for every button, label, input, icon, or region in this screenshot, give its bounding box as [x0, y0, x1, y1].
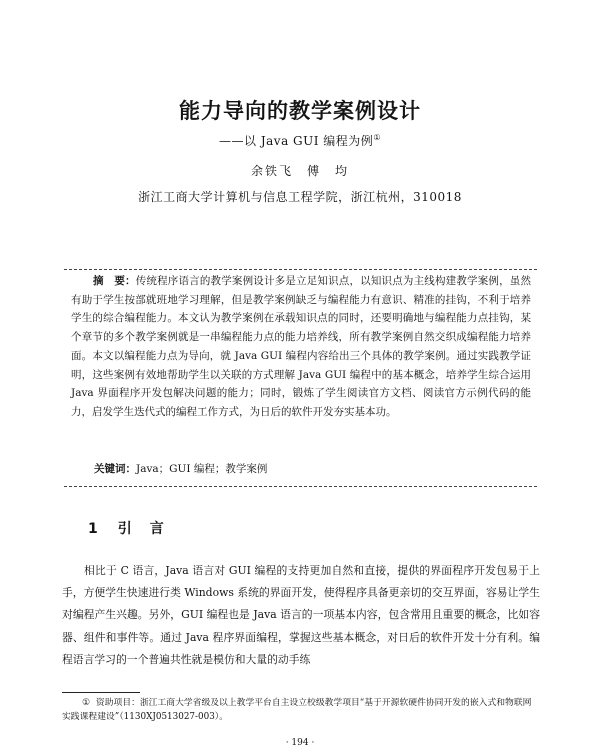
paper-authors: 余铁飞 傅 均 — [250, 164, 349, 178]
keywords-text: Java；GUI 编程；教学案例 — [136, 463, 268, 475]
abstract — [71, 272, 531, 422]
page-number: · 194 · — [285, 738, 315, 748]
section-paragraph: 相比于 C 语言，Java 语言对 GUI 编程的支持更加自然和直接，提供的界面程序开发包易于上手，方便学生快速进行类 Windows 系统的界面开发，使得程序具备更亲切的交互界面，容易让学生对编程产生兴趣。另外，GUI 编程也是 Java 语言的一项基本内容，包含常用且重要的概念，比如容器、组件和事件等。通过 Java 程序界面编程，掌握这些基本概念，对日后的软件开发十分有利。编程语言学习的一个普遍共性就是模仿和大量的动手练 — [62, 564, 540, 666]
footnote-text: 资助项目：浙江工商大学省级及以上教学平台自主设立校级教学项目“基于开源软硬件协同开发的嵌入式和物联网实践课程建设”（1130XJ0513027-003）。 — [62, 698, 532, 722]
keywords-label: 关键词： — [94, 463, 136, 475]
section-number: 1 — [88, 521, 100, 537]
footnote-divider — [62, 692, 140, 693]
paper-subtitle — [0, 132, 600, 149]
footnote-mark: ① — [82, 698, 90, 708]
subtitle-footnote-mark: ① — [373, 133, 381, 142]
keywords — [94, 461, 534, 476]
paper-title: 能力导向的教学案例设计 — [179, 99, 421, 123]
subtitle-text: ——以 Java GUI 编程为例 — [219, 134, 374, 148]
footnote — [62, 696, 540, 724]
section-body — [62, 560, 540, 671]
section-heading — [88, 518, 166, 538]
abstract-label: 摘 要： — [93, 275, 136, 287]
paper-affiliation: 浙江工商大学计算机与信息工程学院，浙江杭州，310018 — [138, 190, 462, 204]
section-title: 引 言 — [117, 521, 166, 537]
abstract-body: 传统程序语言的教学案例设计多是立足知识点，以知识点为主线构建教学案例，虽然有助于学生按部就班地学习理解，但是教学案例缺乏与编程能力有意识、精准的挂钩，不利于培养学生的综合编程能力。本文认为教学案例在承载知识点的同时，还要明确地与编程能力点挂钩，某个章节的多个教学案例就是一串编程能力点的能力培养线，所有教学案例自然交织成编程能力培养面。本文以编程能力点为导向，就 Java GUI 编程内容给出三个具体的教学案例。通过实践教学证明，这些案例有效地帮助学生以关联的方式理解 Java GUI 编程中的基本概念，培养学生综合运用 Java 界面程序开发包解决问题的能力；同时，锻炼了学生阅读官方文档、阅读官方示例代码的能力，启发学生迭代式的编程工作方式，为日后的软件开发夯实基本功。 — [71, 275, 531, 418]
